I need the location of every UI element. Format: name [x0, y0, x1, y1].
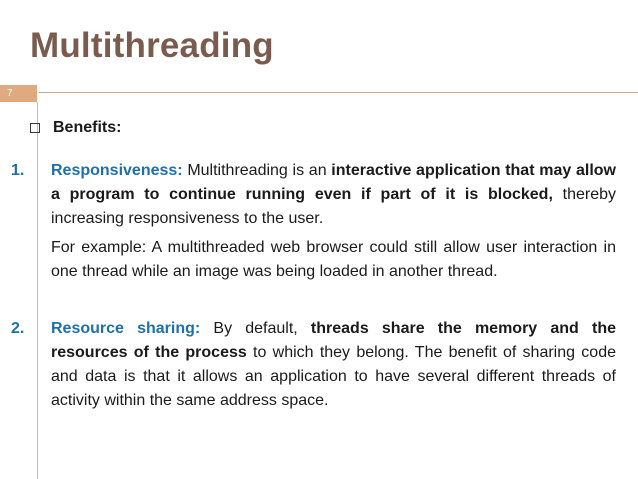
point-2-text [11, 317, 617, 413]
point-1-number: 1. [11, 162, 25, 179]
point-1-example [31, 236, 616, 284]
square-bullet-icon [30, 123, 40, 133]
point-2-text-part2: to which they belong. The benefit of sharing code and data is that it allows an application to have several different threads of activity within the same address space. [51, 344, 617, 409]
point-responsiveness [11, 159, 617, 231]
point-2-lead: Resource sharing: [51, 320, 201, 337]
title-divider [39, 92, 638, 93]
point-1-text-part2: thereby increasing responsiveness to the user. [51, 186, 617, 227]
point-1-lead: Responsiveness: [51, 162, 183, 179]
point-1-example-text: For example: A multithreaded web browser could still allow user interaction in one thread while an image was being loaded in another thread. [51, 239, 616, 280]
benefits-bullet [30, 119, 121, 137]
slide-title: Multithreading [30, 26, 274, 65]
point-2-bold-text: threads share the memory and the resources of the process [51, 320, 616, 361]
point-1-text [11, 159, 617, 231]
point-2-text-part1: By default, [200, 320, 311, 337]
point-resource-sharing [11, 317, 617, 413]
slide-number-badge: 7 [0, 85, 37, 102]
point-1-bold-text: interactive application that may allow a program to continue running even if part of it is blocked, [51, 162, 616, 203]
point-2-number: 2. [11, 320, 25, 337]
benefits-label: Benefits: [53, 119, 122, 136]
point-1-text-part1: Multithreading is an [182, 162, 332, 179]
